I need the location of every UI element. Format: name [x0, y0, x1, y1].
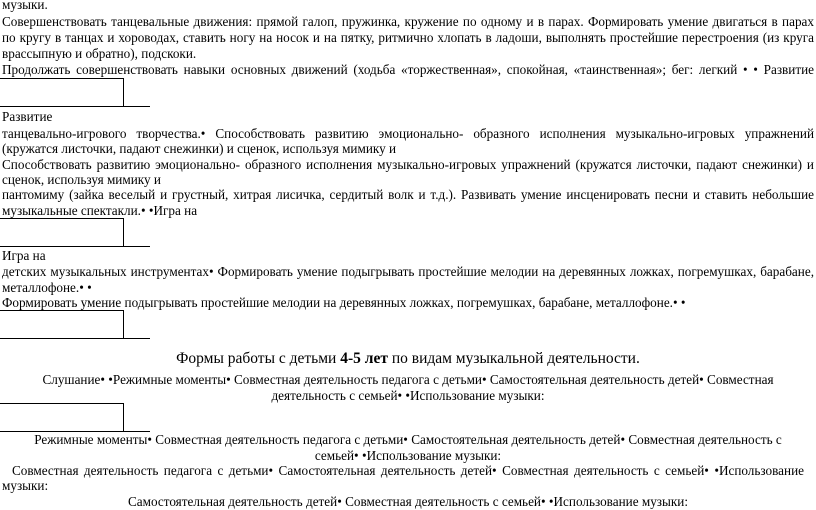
- text-line: Продолжать совершенствовать навыки основных движений (ходьба «торжественная», спокойная, «таинственная»; бег: легкий • • Развитие: [2, 62, 814, 77]
- text-line: (кружатся листочки, падают снежинки) и сценок, используя мимику и: [2, 141, 397, 156]
- table-fragment: [0, 218, 150, 247]
- text-line: музыки:: [2, 478, 49, 493]
- section-title: Формы работы с детьми 4-5 лет по видам музыкальной деятельности.: [176, 350, 640, 367]
- text-line: семьей• •Использование музыки:: [314, 448, 502, 463]
- text-line: по кругу в танцах и хороводах, ставить ногу на носок и на пятку, ритмично хлопать в ладоши, выполнять простейшие перестроения (из круга: [2, 30, 814, 45]
- text-line: музыки.: [2, 0, 48, 12]
- text-line: пантомиму (зайка веселый и грустный, хитрая лисичка, сердитый волк и т.д.). Развивать умение инсценировать песни и ставить небольшие: [2, 187, 814, 202]
- text-line: Развитие: [2, 109, 53, 124]
- text-line: детских музыкальных инструментах• Формировать умение подыгрывать простейшие мелодии на деревянных ложках, погремушках, барабане,: [2, 264, 814, 279]
- text-line: Режимные моменты• Совместная деятельность педагога с детьми• Самостоятельная деятельность детей• Совместная деятельность с: [34, 432, 782, 447]
- text-line: врассыпную и обратно), подскоки.: [2, 46, 197, 61]
- text-line: музыкальные спектакли.• •Игра на: [2, 203, 198, 218]
- text-line: Совершенствовать танцевальные движения: прямой галоп, пружинка, кружение по одному и в парах. Формировать умение двигаться в парах: [2, 14, 814, 29]
- text-line: Способствовать развитию эмоционально- образного исполнения музыкально-игровых упражнений (кружатся листочки, падают снежинки) и: [2, 157, 814, 172]
- table-fragment: [0, 403, 150, 432]
- text-line: деятельность с семьей• •Использование музыки:: [271, 388, 545, 403]
- table-fragment: [0, 310, 150, 339]
- text-line: танцевально-игрового творчества.• Способствовать развитию эмоционально- образного исполнения музыкально-игровых упражнений: [2, 126, 814, 141]
- text-line: сценок, используя мимику и: [2, 172, 161, 187]
- text-line: Самостоятельная деятельность детей• Совместная деятельность с семьей• •Использование музыки:: [127, 494, 688, 509]
- table-fragment: [0, 78, 150, 107]
- text-line: Совместная деятельность педагога с детьми• Самостоятельная деятельность детей• Совместная деятельность с семьей• •Использование: [12, 463, 804, 478]
- text-line: Игра на: [2, 248, 46, 263]
- age-range: 4-5 лет: [340, 350, 388, 367]
- text-line: Формировать умение подыгрывать простейшие мелодии на деревянных ложках, погремушках, барабане, металлофоне.• •: [2, 295, 686, 310]
- text-line: металлофоне.• •: [2, 280, 92, 295]
- text-line: Слушание• •Режимные моменты• Совместная деятельность педагога с детьми• Самостоятельная деятельность детей• Совместная: [42, 372, 774, 387]
